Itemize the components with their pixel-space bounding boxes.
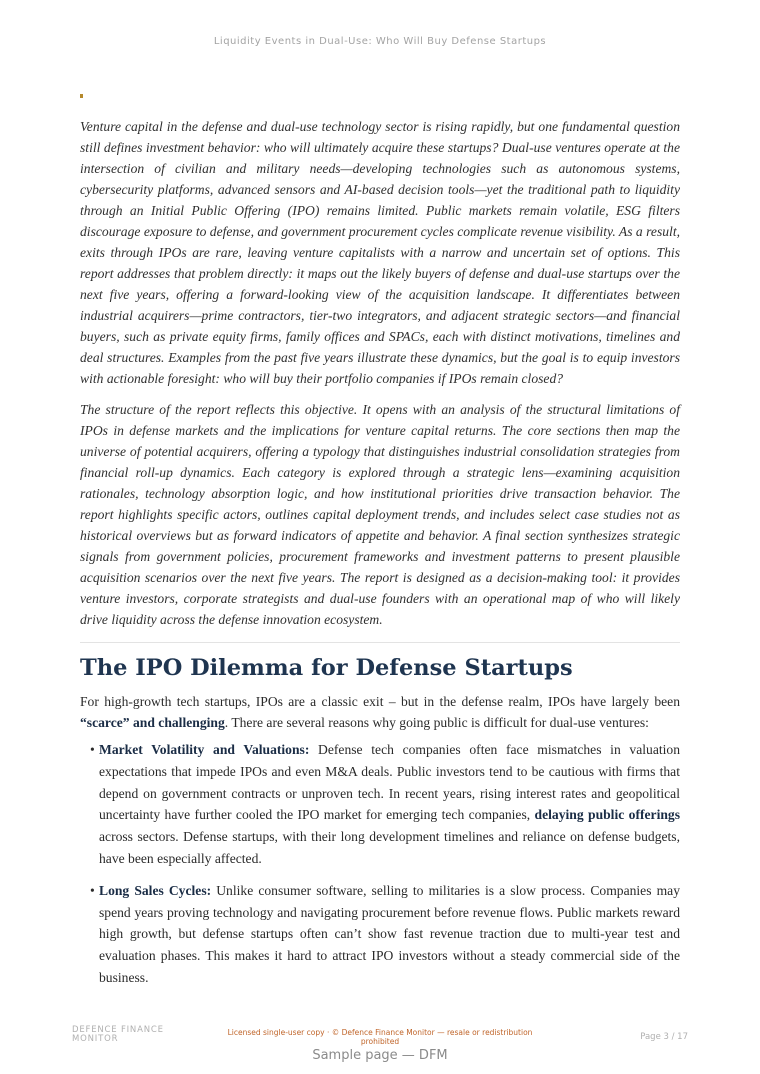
list-item-title: Market Volatility and Valuations: <box>99 742 310 757</box>
footer-brand-line-1: DEFENCE FINANCE <box>72 1025 164 1035</box>
section-lead <box>80 691 680 733</box>
list-item-text: Unlike consumer software, selling to militaries is a slow process. Companies may spend years proving technology and navigating procurement before revenue flows. Public markets reward high growth, but defense startups often can’t show fast revenue traction due to multi-year test and evaluation phases. This makes it hard to attract IPO investors without a steady commercial side of the business. <box>99 882 680 985</box>
list-item-text-after: across sectors. Defense startups, with their long development timelines and reliance on defense budgets, have been especially affected. <box>99 829 680 866</box>
footer-brand <box>72 1026 164 1044</box>
bullet-icon: • <box>90 742 95 757</box>
introduction <box>80 116 680 630</box>
footer-license: Licensed single-user copy · © Defence Finance Monitor — resale or redistribution prohibited <box>227 1028 533 1046</box>
page-content <box>80 116 680 999</box>
list-item-title: Long Sales Cycles: <box>99 882 212 898</box>
lead-emphasis: “scarce” and challenging <box>80 715 225 730</box>
reasons-list <box>80 739 680 989</box>
list-item <box>80 880 680 989</box>
intro-paragraph-1: Venture capital in the defense and dual-use technology sector is rising rapidly, but one fundamental question still defines investment behavior: who will ultimately acquire these startups? Dual-use ventures operate at the intersection of civilian and military needs—developing technologies such as autonomous systems, cybersecurity platforms, advanced sensors and AI-based decision tools—yet the traditional path to liquidity through an Initial Public Offering (IPO) remains limited. Public markets remain volatile, ESG filters discourage exposure to defense, and government procurement cycles complicate revenue visibility. As a result, exits through IPOs are rare, leaving venture capitalists with a narrow and uncertain set of options. This report addresses that problem directly: it maps out the likely buyers of defense and dual-use startups over the next five years, offering a forward-looking view of the acquisition landscape. It differentiates between industrial acquirers—prime contractors, tier-two integrators, and adjacent strategic sectors—and financial buyers, such as private equity firms, family offices and SPACs, each with distinct motivations, timelines and deal structures. Examples from the past five years illustrate these dynamics, but the goal is to equip investors with actionable foresight: who will buy their portfolio companies if IPOs remain closed? <box>80 119 680 386</box>
footer-brand-line-2: MONITOR <box>72 1034 119 1044</box>
section-divider <box>80 642 680 643</box>
page-number: Page 3 / 17 <box>640 1032 688 1042</box>
running-header: Liquidity Events in Dual-Use: Who Will Buy Defense Startups <box>213 36 547 47</box>
lead-text-before: For high-growth tech startups, IPOs are a classic exit – but in the defense realm, IPOs have largely been <box>80 694 680 709</box>
list-item <box>80 739 680 870</box>
intro-paragraph-2: The structure of the report reflects this objective. It opens with an analysis of the structural limitations of IPOs in defense markets and the implications for venture capital returns. The core sections then map the universe of potential acquirers, offering a typology that distinguishes industrial consolidation strategies from financial roll-up dynamics. Each category is explored through a strategic lens—examining acquisition rationales, technology absorption logic, and how institutional priorities drive transaction behavior. The report highlights specific actors, outlines capital deployment trends, and includes select case studies not as historical overviews but as forward indicators of appetite and behavior. A final section synthesizes strategic signals from government policies, procurement frameworks and investment patterns to present plausible acquisition scenarios over the next five years. The report is designed as a decision-making tool: it provides venture investors, corporate strategists and dual-use founders with an operational map of who will likely drive liquidity across the defense innovation ecosystem. <box>80 402 680 627</box>
lead-text-after: . There are several reasons why going public is difficult for dual-use ventures: <box>224 715 649 730</box>
section-heading: The IPO Dilemma for Defense Startups <box>80 655 573 681</box>
list-item-text: Defense tech companies often face mismatches in valuation expectations that impede IPOs and even M&A deals. Public investors tend to be cautious with firms that depend on government contracts or unproven tech. In recent years, rising interest rates and geopolitical uncertainty have further cooled the IPO market for emerging tech companies, <box>99 742 681 823</box>
bullet-icon: • <box>90 882 95 898</box>
accent-marker <box>80 94 83 98</box>
list-item-emphasis: delaying public offerings <box>534 807 680 823</box>
sample-stamp: Sample page — DFM <box>312 1048 448 1063</box>
